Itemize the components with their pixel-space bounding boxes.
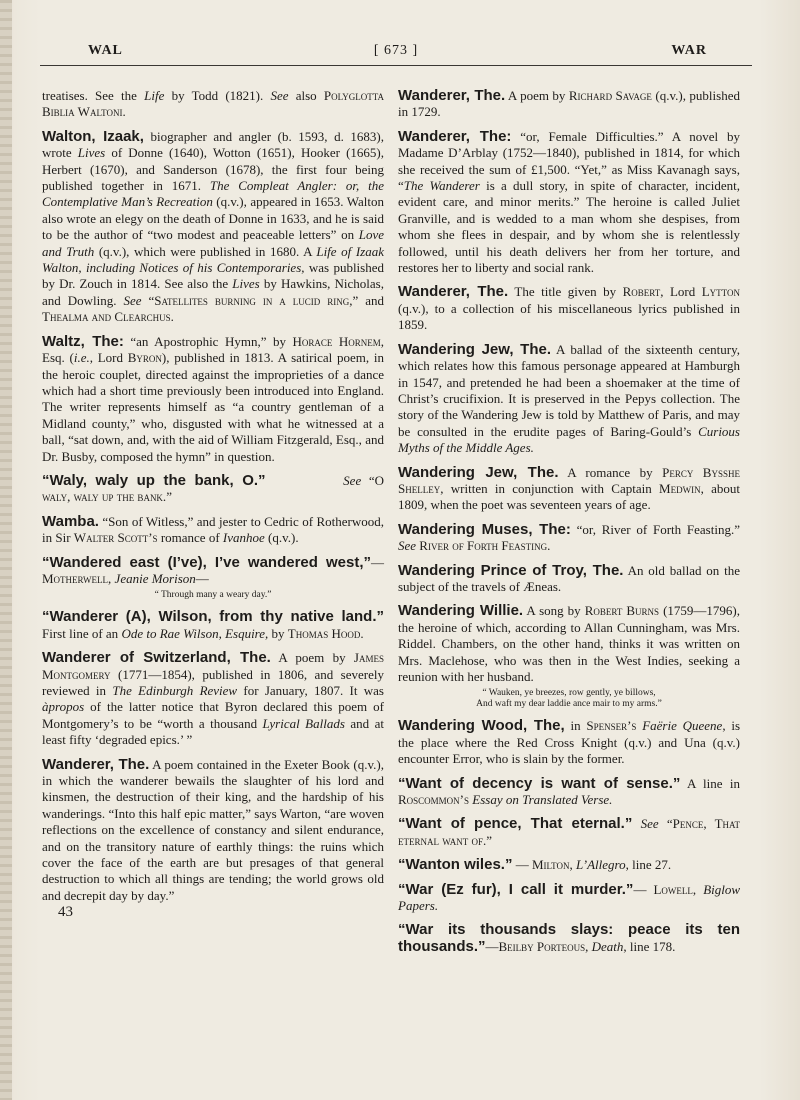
- entry-waltz: Waltz, The: “an Apostrophic Hymn,” by Horace Hornem, Esq. (i.e., Lord Byron), published in 1813. A satirical poem, in the heroic couplet, directed against the improprieties of a dance which had a short time previously been introduced into England. The writer represents himself as “a country gentleman of a Midland county,” who, disgusted with what he witnessed at a ball, “sat down, and, with the aid of William Fitzgerald, Esq., and Dr. Busby, composed the hymn” in question.: [42, 332, 384, 464]
- headword: Wanderer of Switzerland, The.: [42, 649, 271, 667]
- right-column: [398, 88, 740, 963]
- header-rule: [40, 65, 752, 66]
- headword: Wanderer, The.: [42, 755, 150, 773]
- entry-wanderer-savage: Wanderer, The. A poem by Richard Savage (q.v.), published in 1729.: [398, 87, 740, 120]
- headword: Wandering Prince of Troy, The.: [398, 561, 624, 579]
- verse-quote: “ Wauken, ye breezes, row gently, ye billows, And waft my dear laddie ance mair to my arms.”: [476, 688, 662, 710]
- headword: Walton, Izaak,: [42, 127, 144, 145]
- entry-wanderer-darblay: Wanderer, The: “or, Female Difficulties.” A novel by Madame D’Arblay (1752—1840), published in 1814, for which she received the sum of £1,500. “Yet,” as Miss Kavanagh says, “The Wanderer is a dull story, in spite of character, incident, evident care, and minor merits.” The heroine is called Juliet Granville, and is wedded to a man whom she despises, from whom she flees in despair, and by whom she is relentlessly followed, until his death delivers her from her torture, and restores her to liberty and social rank.: [398, 127, 741, 276]
- header-left-guide-word: WAL: [88, 43, 123, 58]
- headword: “Wanton wiles.”: [398, 856, 513, 874]
- header-right-guide-word: WAR: [671, 43, 707, 58]
- headword: Wandering Jew, The.: [398, 463, 559, 481]
- entry-waly: “Waly, waly up the bank, O.” See “O waly, waly up the bank.”: [42, 471, 385, 505]
- entry-wandering-prince: Wandering Prince of Troy, The. An old ballad on the subject of the travels of Æneas.: [398, 561, 740, 594]
- verse-quote: “ Through many a weary day.”: [154, 590, 272, 601]
- entry-wanton-wiles: “Wanton wiles.” — Milton, L’Allegro, line 27.: [398, 856, 672, 874]
- entry-wandering-jew-ballad: Wandering Jew, The. A ballad of the sixteenth century, which relates how this famous personage appeared at Hamburgh in 1547, and pretended he had been a shoemaker at the time of Christ’s crucifixion. It is preserved in the Pepys collection. The story of the Wandering Jew is told by Matthew of Paris, and may be consulted in the erudite pages of Baring-Gould’s Curious Myths of the Middle Ages.: [398, 340, 741, 456]
- header-page-number: [ 673 ]: [373, 43, 419, 58]
- entry-wanderer-lytton: Wanderer, The. The title given by Robert, Lord Lytton (q.v.), to a collection of his miscellaneous lyrics published in 1859.: [398, 283, 740, 333]
- headword: Wandering Muses, The:: [398, 520, 571, 538]
- headword: “War (Ez fur), I call it murder.”: [398, 880, 634, 898]
- left-column: [42, 88, 384, 929]
- entry-want-of-pence: “Want of pence, That eternal.” See “Pence, That eternal want of.”: [398, 815, 741, 848]
- entry-wandering-jew-romance: Wandering Jew, The. A romance by Percy Bysshe Shelley, written in conjunction with Captain Medwin, about 1809, when the poet was seventeen years of age.: [398, 463, 740, 513]
- headword: “Want of decency is want of sense.”: [398, 774, 681, 792]
- entry-war-its-thousands: “War its thousands slays: peace its ten thousands.”—Beilby Porteous, Death, line 178.: [398, 921, 740, 955]
- folio-number: 43: [58, 904, 73, 921]
- headword: Wandering Jew, The.: [398, 340, 551, 358]
- headword: Waltz, The:: [42, 332, 124, 350]
- entry-wandering-wood: Wandering Wood, The, in Spenser’s Faërie Queene, is the place where the Red Cross Knight (q.v.) and Una (q.v.) encounter Error, who is slain by the former.: [398, 717, 740, 767]
- entry-walton: Walton, Izaak, biographer and angler (b. 1593, d. 1683), wrote Lives of Donne (1640), Wotton (1651), Hooker (1665), Herbert (1670), and Sanderson (1678), the first four being published together in 1671. The Compleat Angler: or, the Contemplative Man’s Recreation (q.v.), appeared in 1653. Walton also wrote an elegy on the death of Donne in 1633, and he is said to be the author of “two modest and peaceable letters” on Love and Truth (q.v.), which were published in 1680. A Life of Izaak Walton, including Notices of his Contemporaries, was published by Dr. Zouch in 1814. See also the Lives by Hawkins, Nicholas, and Dowling. See “Satellites burning in a lucid ring,” and Thealma and Clearchus.: [42, 127, 384, 325]
- headword: “Wandered east (I’ve), I’ve wandered west,”: [42, 553, 371, 571]
- book-binding-edge: [0, 0, 12, 1100]
- headword: “Want of pence, That eternal.”: [398, 815, 633, 833]
- headword: “Waly, waly up the bank, O.”: [42, 471, 266, 489]
- headword: “War its thousands slays: peace its ten thousands.”: [398, 921, 740, 955]
- entry-want-of-decency: “Want of decency is want of sense.” A line in Roscommon’s Essay on Translated Verse.: [398, 774, 740, 808]
- entry-wandering-willie: Wandering Willie. A song by Robert Burns (1759—1796), the heroine of which, according to Allan Cunningham, was Mrs. Riddel. Chambers, on the other hand, thinks it was written on Mrs. Maclehose, who was then in the West Indies, seeking a reunion with her husband. “ Wauken, ye breezes, row gently, ye billows, And waft my dear laddie ance mair to my arms.”: [398, 602, 740, 710]
- entry-war-ez-fur: “War (Ez fur), I call it murder.”— Lowell, Biglow Papers.: [398, 880, 741, 914]
- headword: “Wanderer (A), Wilson, from thy native land.”: [42, 608, 384, 626]
- entry-wanderer-switzerland: Wanderer of Switzerland, The. A poem by James Montgomery (1771—1854), published in 1806, and severely reviewed in The Edinburgh Review for January, 1807. It was àpropos of the latter notice that Byron declared this poem of Montgomery’s to be “worth a thousand Lyrical Ballads and at least fifty ‘degraded epics.’ ”: [42, 649, 384, 748]
- entry-wanderer-exeter: Wanderer, The. A poem contained in the Exeter Book (q.v.), in which the wanderer bewails the slaughter of his lord and kinsmen, the destruction of their king, and the hardship of his wanderings. “Into this half epic matter,” says Warton, “are woven reflections on the excellence of constancy and silent endurance, and on the transitory nature of earthly things: the ruins which cover the face of the earth are but presages of that general destruction to which all things are tending; the world grows old and decrepit day by day.” 43: [42, 755, 384, 921]
- headword: Wanderer, The:: [398, 127, 512, 145]
- entry-wandering-muses: Wandering Muses, The: “or, River of Forth Feasting.” See River of Forth Feasting.: [398, 520, 740, 554]
- headword: Wandering Wood, The,: [398, 717, 565, 735]
- entry-continuation: treatises. See the Life by Todd (1821). See also Polyglotta Biblia Waltoni.: [42, 88, 384, 120]
- running-header: [40, 36, 752, 66]
- entry-wanderer-wilson: “Wanderer (A), Wilson, from thy native land.” First line of an Ode to Rae Wilson, Esquire, by Thomas Hood.: [42, 608, 384, 641]
- entry-wamba: Wamba. “Son of Witless,” and jester to Cedric of Rotherwood, in Sir Walter Scott’s romance of Ivanhoe (q.v.).: [42, 512, 384, 546]
- headword: Wamba.: [42, 512, 99, 530]
- entry-wandered-east: “Wandered east (I’ve), I’ve wandered west,”—Motherwell, Jeanie Morison— “ Through many a weary day.”: [42, 553, 384, 601]
- headword: Wanderer, The.: [398, 283, 509, 301]
- headword: Wandering Willie.: [398, 602, 524, 620]
- headword: Wanderer, The.: [398, 87, 506, 104]
